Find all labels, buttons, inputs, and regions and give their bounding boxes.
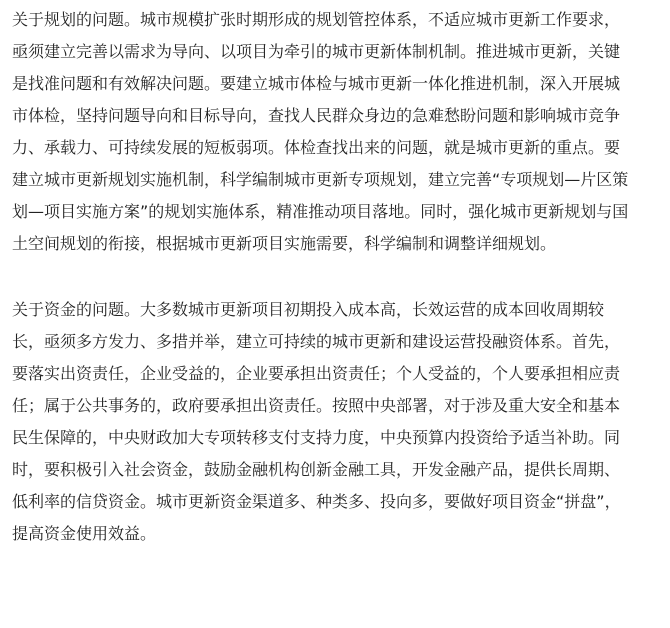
text-line: 土空间规划的衔接，根据城市更新项目实施需要，科学编制和调整详细规划。	[12, 234, 557, 253]
text-line: 民生保障的，中央财政加大专项转移支付支持力度，中央预算内投资给予适当补助。同	[12, 428, 621, 447]
text-line: 时，要积极引入社会资金，鼓励金融机构创新金融工具，开发金融产品，提供长周期、	[12, 460, 621, 479]
text-line: 要落实出资责任，企业受益的，企业要承担出资责任；个人受益的，个人要承担相应责	[12, 364, 621, 383]
text-line: 关于资金的问题。大多数城市更新项目初期投入成本高，长效运营的成本回收周期较	[12, 300, 605, 319]
article-body	[12, 4, 662, 550]
text-line: 关于规划的问题。城市规模扩张时期形成的规划管控体系，不适应城市更新工作要求，	[12, 10, 621, 29]
text-line: 长，亟须多方发力、多措并举，建立可持续的城市更新和建设运营投融资体系。首先，	[12, 332, 621, 351]
paragraph-planning	[12, 4, 662, 260]
text-line: 任；属于公共事务的，政府要承担出资责任。按照中央部署，对于涉及重大安全和基本	[12, 396, 621, 415]
text-line: 亟须建立完善以需求为导向、以项目为牵引的城市更新体制机制。推进城市更新，关键	[12, 42, 621, 61]
paragraph-spacer	[12, 260, 662, 294]
text-line: 划—项目实施方案”的规划实施体系，精准推动项目落地。同时，强化城市更新规划与国	[12, 202, 629, 221]
text-line: 低利率的信贷资金。城市更新资金渠道多、种类多、投向多，要做好项目资金“拼盘”，	[12, 492, 621, 511]
text-line: 力、承载力、可持续发展的短板弱项。体检查找出来的问题，就是城市更新的重点。要	[12, 138, 621, 157]
text-line: 是找准问题和有效解决问题。要建立城市体检与城市更新一体化推进机制，深入开展城	[12, 74, 621, 93]
text-line: 市体检，坚持问题导向和目标导向，查找人民群众身边的急难愁盼问题和影响城市竞争	[12, 106, 621, 125]
paragraph-funding	[12, 294, 662, 550]
text-line: 建立城市更新规划实施机制，科学编制城市更新专项规划，建立完善“专项规划—片区策	[12, 170, 629, 189]
text-line: 提高资金使用效益。	[12, 524, 157, 543]
